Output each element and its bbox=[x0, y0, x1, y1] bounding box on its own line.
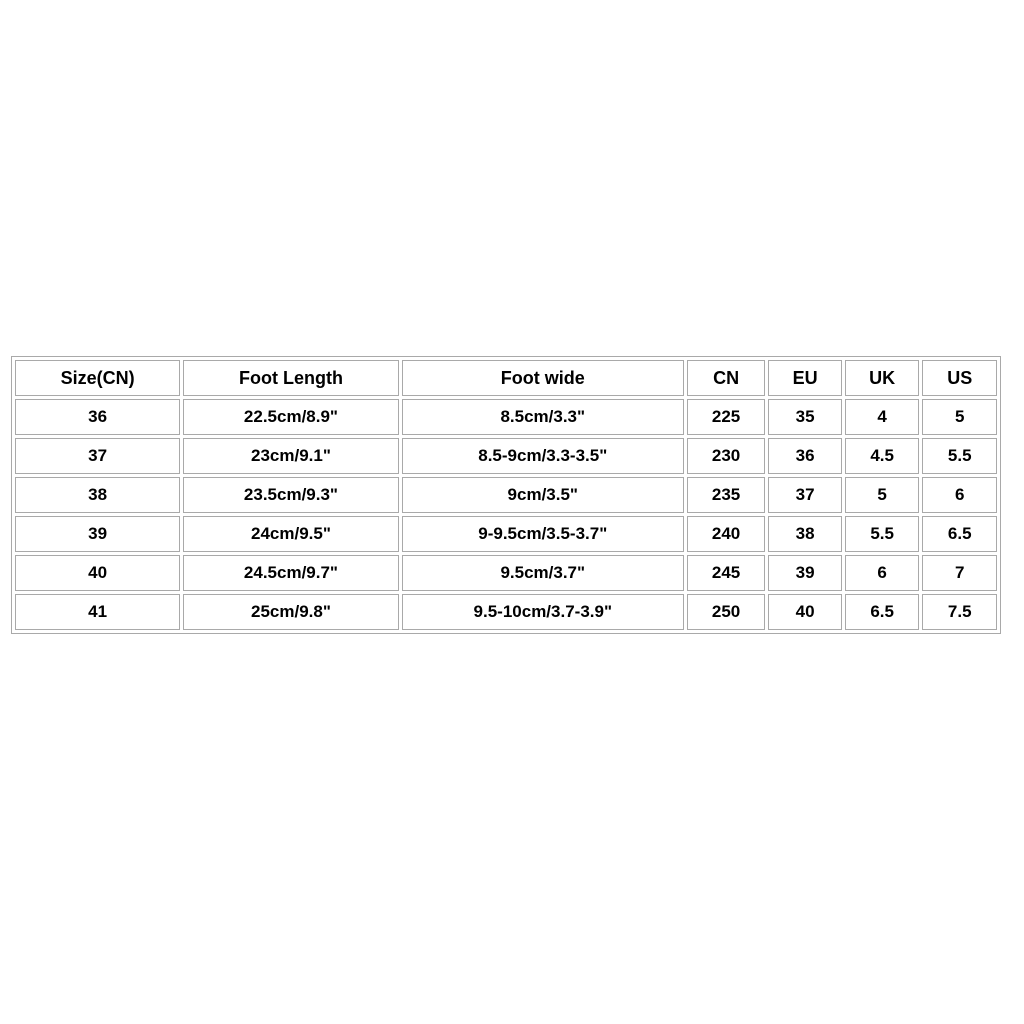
cell-size-cn: 39 bbox=[15, 516, 180, 552]
table-row bbox=[15, 477, 997, 513]
cell-size-cn: 38 bbox=[15, 477, 180, 513]
cell-size-cn: 37 bbox=[15, 438, 180, 474]
table-row bbox=[15, 438, 997, 474]
cell-foot-length: 25cm/9.8" bbox=[183, 594, 399, 630]
cell-us: 7 bbox=[922, 555, 997, 591]
cell-eu: 37 bbox=[768, 477, 842, 513]
cell-size-cn: 36 bbox=[15, 399, 180, 435]
cell-foot-length: 22.5cm/8.9" bbox=[183, 399, 399, 435]
cell-eu: 35 bbox=[768, 399, 842, 435]
cell-cn: 225 bbox=[687, 399, 766, 435]
cell-foot-length: 24.5cm/9.7" bbox=[183, 555, 399, 591]
cell-uk: 6.5 bbox=[845, 594, 920, 630]
cell-us: 7.5 bbox=[922, 594, 997, 630]
cell-eu: 38 bbox=[768, 516, 842, 552]
cell-uk: 5.5 bbox=[845, 516, 920, 552]
cell-uk: 6 bbox=[845, 555, 920, 591]
cell-cn: 245 bbox=[687, 555, 766, 591]
header-us: US bbox=[922, 360, 997, 396]
cell-us: 5 bbox=[922, 399, 997, 435]
cell-cn: 250 bbox=[687, 594, 766, 630]
header-cn: CN bbox=[687, 360, 766, 396]
cell-foot-wide: 8.5-9cm/3.3-3.5" bbox=[402, 438, 684, 474]
header-foot-wide: Foot wide bbox=[402, 360, 684, 396]
table-row bbox=[15, 399, 997, 435]
cell-foot-wide: 9.5cm/3.7" bbox=[402, 555, 684, 591]
header-uk: UK bbox=[845, 360, 920, 396]
cell-eu: 36 bbox=[768, 438, 842, 474]
cell-cn: 240 bbox=[687, 516, 766, 552]
header-eu: EU bbox=[768, 360, 842, 396]
cell-us: 6.5 bbox=[922, 516, 997, 552]
header-foot-length: Foot Length bbox=[183, 360, 399, 396]
table-row bbox=[15, 594, 997, 630]
cell-size-cn: 40 bbox=[15, 555, 180, 591]
cell-size-cn: 41 bbox=[15, 594, 180, 630]
cell-foot-length: 23cm/9.1" bbox=[183, 438, 399, 474]
size-chart-table bbox=[11, 356, 1001, 634]
cell-cn: 230 bbox=[687, 438, 766, 474]
cell-foot-wide: 8.5cm/3.3" bbox=[402, 399, 684, 435]
table-row bbox=[15, 516, 997, 552]
header-row bbox=[15, 360, 997, 396]
cell-us: 6 bbox=[922, 477, 997, 513]
cell-eu: 39 bbox=[768, 555, 842, 591]
cell-us: 5.5 bbox=[922, 438, 997, 474]
cell-eu: 40 bbox=[768, 594, 842, 630]
cell-foot-wide: 9-9.5cm/3.5-3.7" bbox=[402, 516, 684, 552]
cell-cn: 235 bbox=[687, 477, 766, 513]
table-row bbox=[15, 555, 997, 591]
cell-foot-wide: 9.5-10cm/3.7-3.9" bbox=[402, 594, 684, 630]
cell-uk: 5 bbox=[845, 477, 920, 513]
cell-uk: 4.5 bbox=[845, 438, 920, 474]
cell-uk: 4 bbox=[845, 399, 920, 435]
cell-foot-length: 24cm/9.5" bbox=[183, 516, 399, 552]
cell-foot-wide: 9cm/3.5" bbox=[402, 477, 684, 513]
header-size-cn: Size(CN) bbox=[15, 360, 180, 396]
cell-foot-length: 23.5cm/9.3" bbox=[183, 477, 399, 513]
